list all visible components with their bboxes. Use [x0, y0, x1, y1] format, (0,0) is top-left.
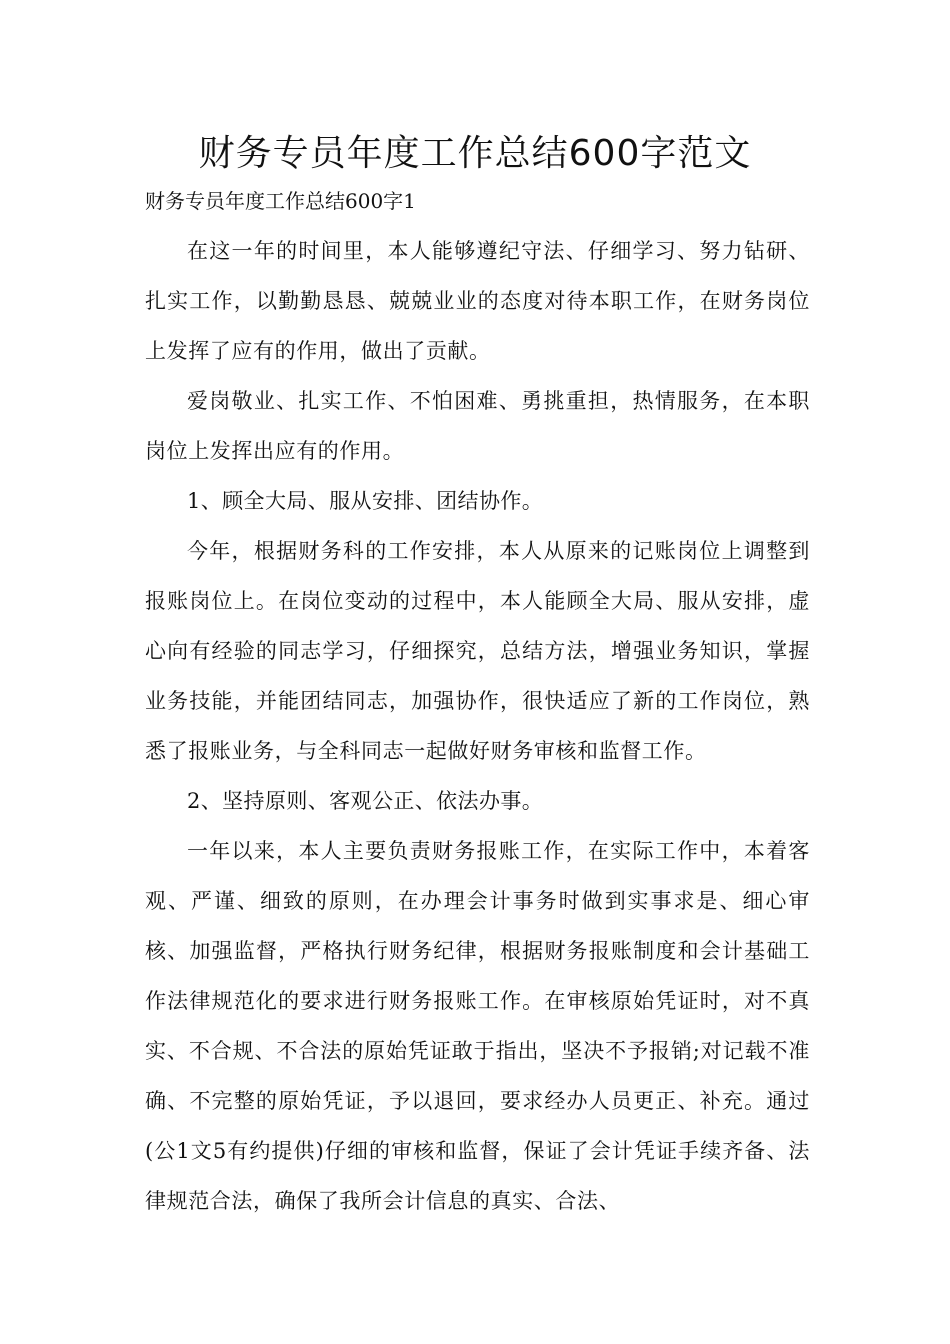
paragraph-section-1: 今年，根据财务科的工作安排，本人从原来的记账岗位上调整到报账岗位上。在岗位变动的过程中，本人能顾全大局、服从安排，虚心向有经验的同志学习，仔细探究，总结方法，增强业务知识，掌握业务技能，并能团结同志，加强协作，很快适应了新的工作岗位，熟悉了报账业务，与全科同志一起做好财务审核和监督工作。 [145, 539, 810, 763]
paragraph-intro: 在这一年的时间里，本人能够遵纪守法、仔细学习、努力钻研、扎实工作，以勤勤恳恳、兢兢业业的态度对待本职工作，在财务岗位上发挥了应有的作用，做出了贡献。 [145, 239, 810, 363]
section-heading-1: 1、顾全大局、服从安排、团结协作。 [187, 489, 544, 513]
document-body [145, 226, 810, 1226]
document-subtitle: 财务专员年度工作总结600字1 [145, 189, 416, 213]
document-title: 财务专员年度工作总结600字范文 [198, 133, 752, 174]
section-heading-2: 2、坚持原则、客观公正、依法办事。 [187, 789, 544, 813]
paragraph-dedication: 爱岗敬业、扎实工作、不怕困难、勇挑重担，热情服务，在本职岗位上发挥出应有的作用。 [145, 389, 810, 463]
paragraph-section-2: 一年以来，本人主要负责财务报账工作，在实际工作中，本着客观、严谨、细致的原则，在办理会计事务时做到实事求是、细心审核、加强监督，严格执行财务纪律，根据财务报账制度和会计基础工作法律规范化的要求进行财务报账工作。在审核原始凭证时，对不真实、不合规、不合法的原始凭证敢于指出，坚决不予报销;对记载不准确、不完整的原始凭证，予以退回，要求经办人员更正、补充。通过(公1文5有约提供)仔细的审核和监督，保证了会计凭证手续齐备、法律规范合法，确保了我所会计信息的真实、合法、 [145, 839, 810, 1213]
